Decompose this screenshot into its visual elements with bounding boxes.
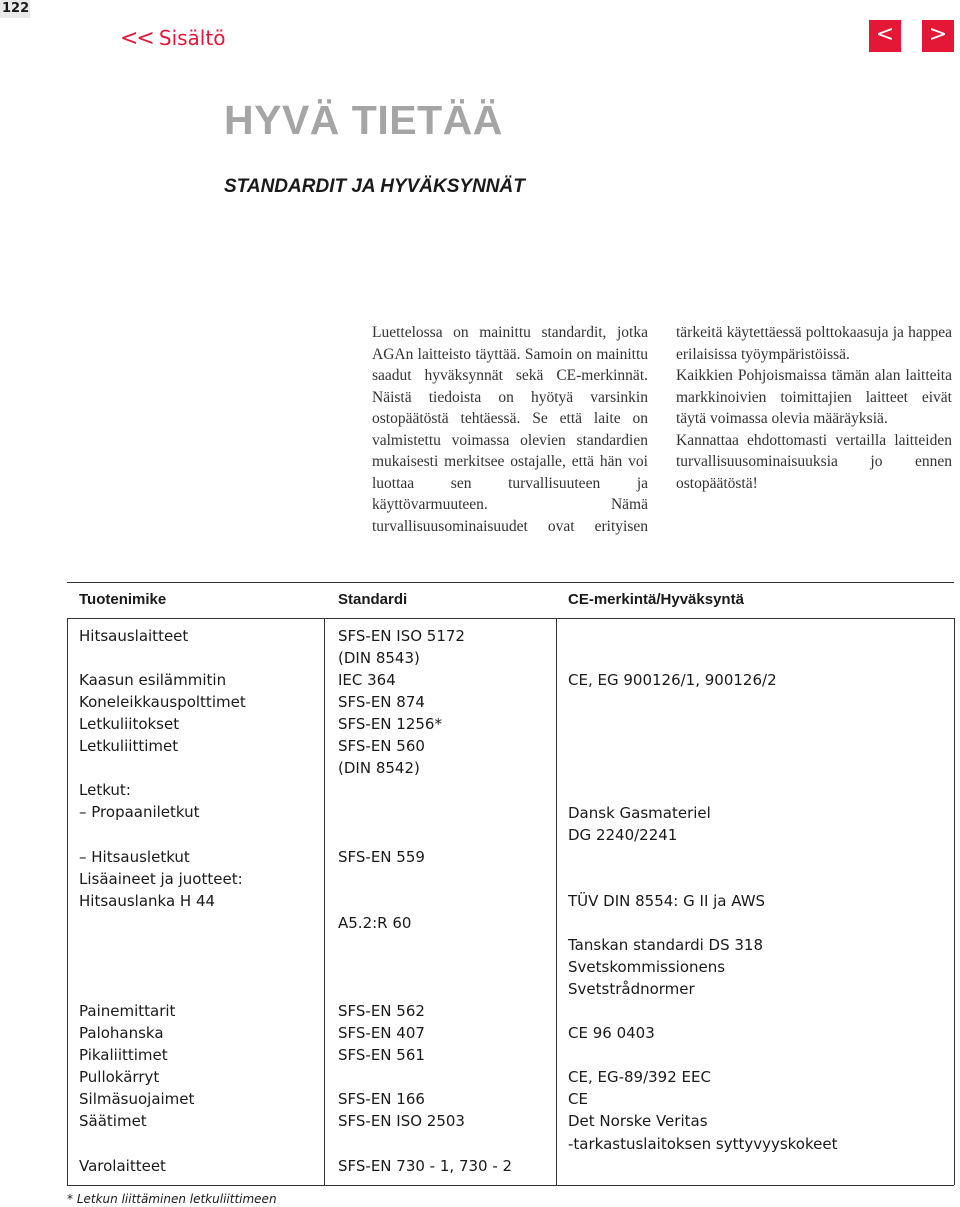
footnote: * Letkun liittäminen letkuliittimeen [67, 1192, 277, 1206]
standard-cell: IEC 364 [338, 671, 396, 689]
product-cell: Pikaliittimet [79, 1046, 168, 1064]
approval-cell: -tarkastuslaitoksen syttyvyyskokeet [568, 1135, 838, 1153]
table-top-rule [67, 582, 954, 583]
approval-cell: CE 96 0403 [568, 1024, 655, 1042]
product-cell: Letkuliittimet [79, 737, 179, 755]
standard-cell: SFS-EN 559 [338, 848, 425, 866]
double-chevron-left-icon: << [120, 26, 153, 51]
product-cell: Varolaitteet [79, 1157, 166, 1175]
table-bottom-rule [67, 1185, 954, 1186]
approval-cell: CE, EG 900126/1, 900126/2 [568, 671, 777, 689]
toc-link[interactable] [120, 26, 225, 51]
product-cell: – Hitsausletkut [79, 848, 190, 866]
body-paragraph: tärkeitä käytettäessä polttokaasuja ja happea erilaisissa työympäristöissä. [676, 324, 952, 363]
table-column-divider [556, 618, 557, 1185]
approval-cell: TÜV DIN 8554: G II ja AWS [568, 892, 766, 910]
column-header-approval: CE-merkintä/Hyväksyntä [568, 591, 744, 608]
body-paragraph: Kaikkien Pohjoismaissa tämän alan laitteita markkinoivien toimittajien laitteet eivät täytä voimassa olevia määräyksiä. [676, 367, 952, 427]
page-number: 122 [2, 1, 30, 16]
standard-cell: SFS-EN 1256* [338, 715, 442, 733]
product-cell: Pullokärryt [79, 1068, 160, 1086]
product-cell: Silmäsuojaimet [79, 1090, 195, 1108]
standard-cell: SFS-EN 407 [338, 1024, 425, 1042]
standard-cell: A5.2:R 60 [338, 914, 412, 932]
standard-cell: SFS-EN 874 [338, 693, 425, 711]
standard-cell: SFS-EN 562 [338, 1002, 425, 1020]
approval-cell: Tanskan standardi DS 318 [568, 936, 764, 954]
standard-cell: SFS-EN 166 [338, 1090, 425, 1108]
approval-cell: Svetskommissionens [568, 958, 726, 976]
toc-link-label: Sisältö [158, 26, 226, 50]
section-subtitle: STANDARDIT JA HYVÄKSYNNÄT [224, 176, 525, 197]
approval-cell: CE [568, 1090, 588, 1108]
table-header-rule [67, 618, 954, 619]
product-cell: Letkut: [79, 781, 131, 799]
approval-cell: DG 2240/2241 [568, 826, 678, 844]
column-header-product: Tuotenimike [79, 591, 167, 608]
product-cell: – Propaaniletkut [79, 803, 200, 821]
body-paragraph: Kannattaa ehdottomasti vertailla laitteiden turvallisuusominaisuuksia jo ennen ostopäätöstä! [676, 431, 952, 492]
product-cell: Palohanska [79, 1024, 164, 1042]
column-header-standard: Standardi [338, 591, 408, 608]
approval-cell: CE, EG-89/392 EEC [568, 1068, 711, 1086]
product-cell: Koneleikkauspolttimet [79, 693, 246, 711]
approval-cell: Det Norske Veritas [568, 1112, 708, 1130]
product-cell: Kaasun esilämmitin [79, 671, 227, 689]
standard-cell: SFS-EN 730 - 1, 730 - 2 [338, 1157, 513, 1175]
standard-cell: SFS-EN 560 [338, 737, 425, 755]
table-column-divider [324, 618, 325, 1185]
standard-cell: (DIN 8542) [338, 759, 420, 777]
product-cell: Hitsauslanka H 44 [79, 892, 216, 910]
standard-cell: (DIN 8543) [338, 649, 420, 667]
table-border-left [67, 618, 68, 1185]
product-cell: Säätimet [79, 1112, 147, 1130]
prev-page-button[interactable]: < [869, 20, 901, 52]
standard-cell: SFS-EN ISO 5172 [338, 627, 465, 645]
product-cell: Hitsauslaitteet [79, 627, 189, 645]
table-border-right [954, 618, 955, 1185]
standard-cell: SFS-EN ISO 2503 [338, 1112, 465, 1130]
approval-cell: Svetstrådnormer [568, 980, 695, 998]
product-cell: Painemittarit [79, 1002, 176, 1020]
next-page-button[interactable]: > [922, 20, 954, 52]
approval-cell: Dansk Gasmateriel [568, 804, 711, 822]
product-cell: Letkuliitokset [79, 715, 180, 733]
standard-cell: SFS-EN 561 [338, 1046, 425, 1064]
body-paragraph: Luettelossa on mainittu standardit, jotka AGAn laitteisto täyttää. Samoin on mainittu saadut hyväksynnät sekä CE-merkinnät. Näistä tiedoista on hyötyä varsinkin ostopäätöstä tehtäessä. Se että laite on valmistettu voimassa olevien standardien mukaisesti merkitsee ostajalle, että hän voi luottaa sen turvallisuuteen ja käyttövarmuuteen. Nämä turvallisuusominaisuudet ovat erityisen [372, 324, 648, 535]
page-title: HYVÄ TIETÄÄ [224, 97, 503, 143]
product-cell: Lisäaineet ja juotteet: [79, 870, 243, 888]
body-column-2 [676, 322, 952, 494]
body-column-1 [372, 322, 648, 537]
